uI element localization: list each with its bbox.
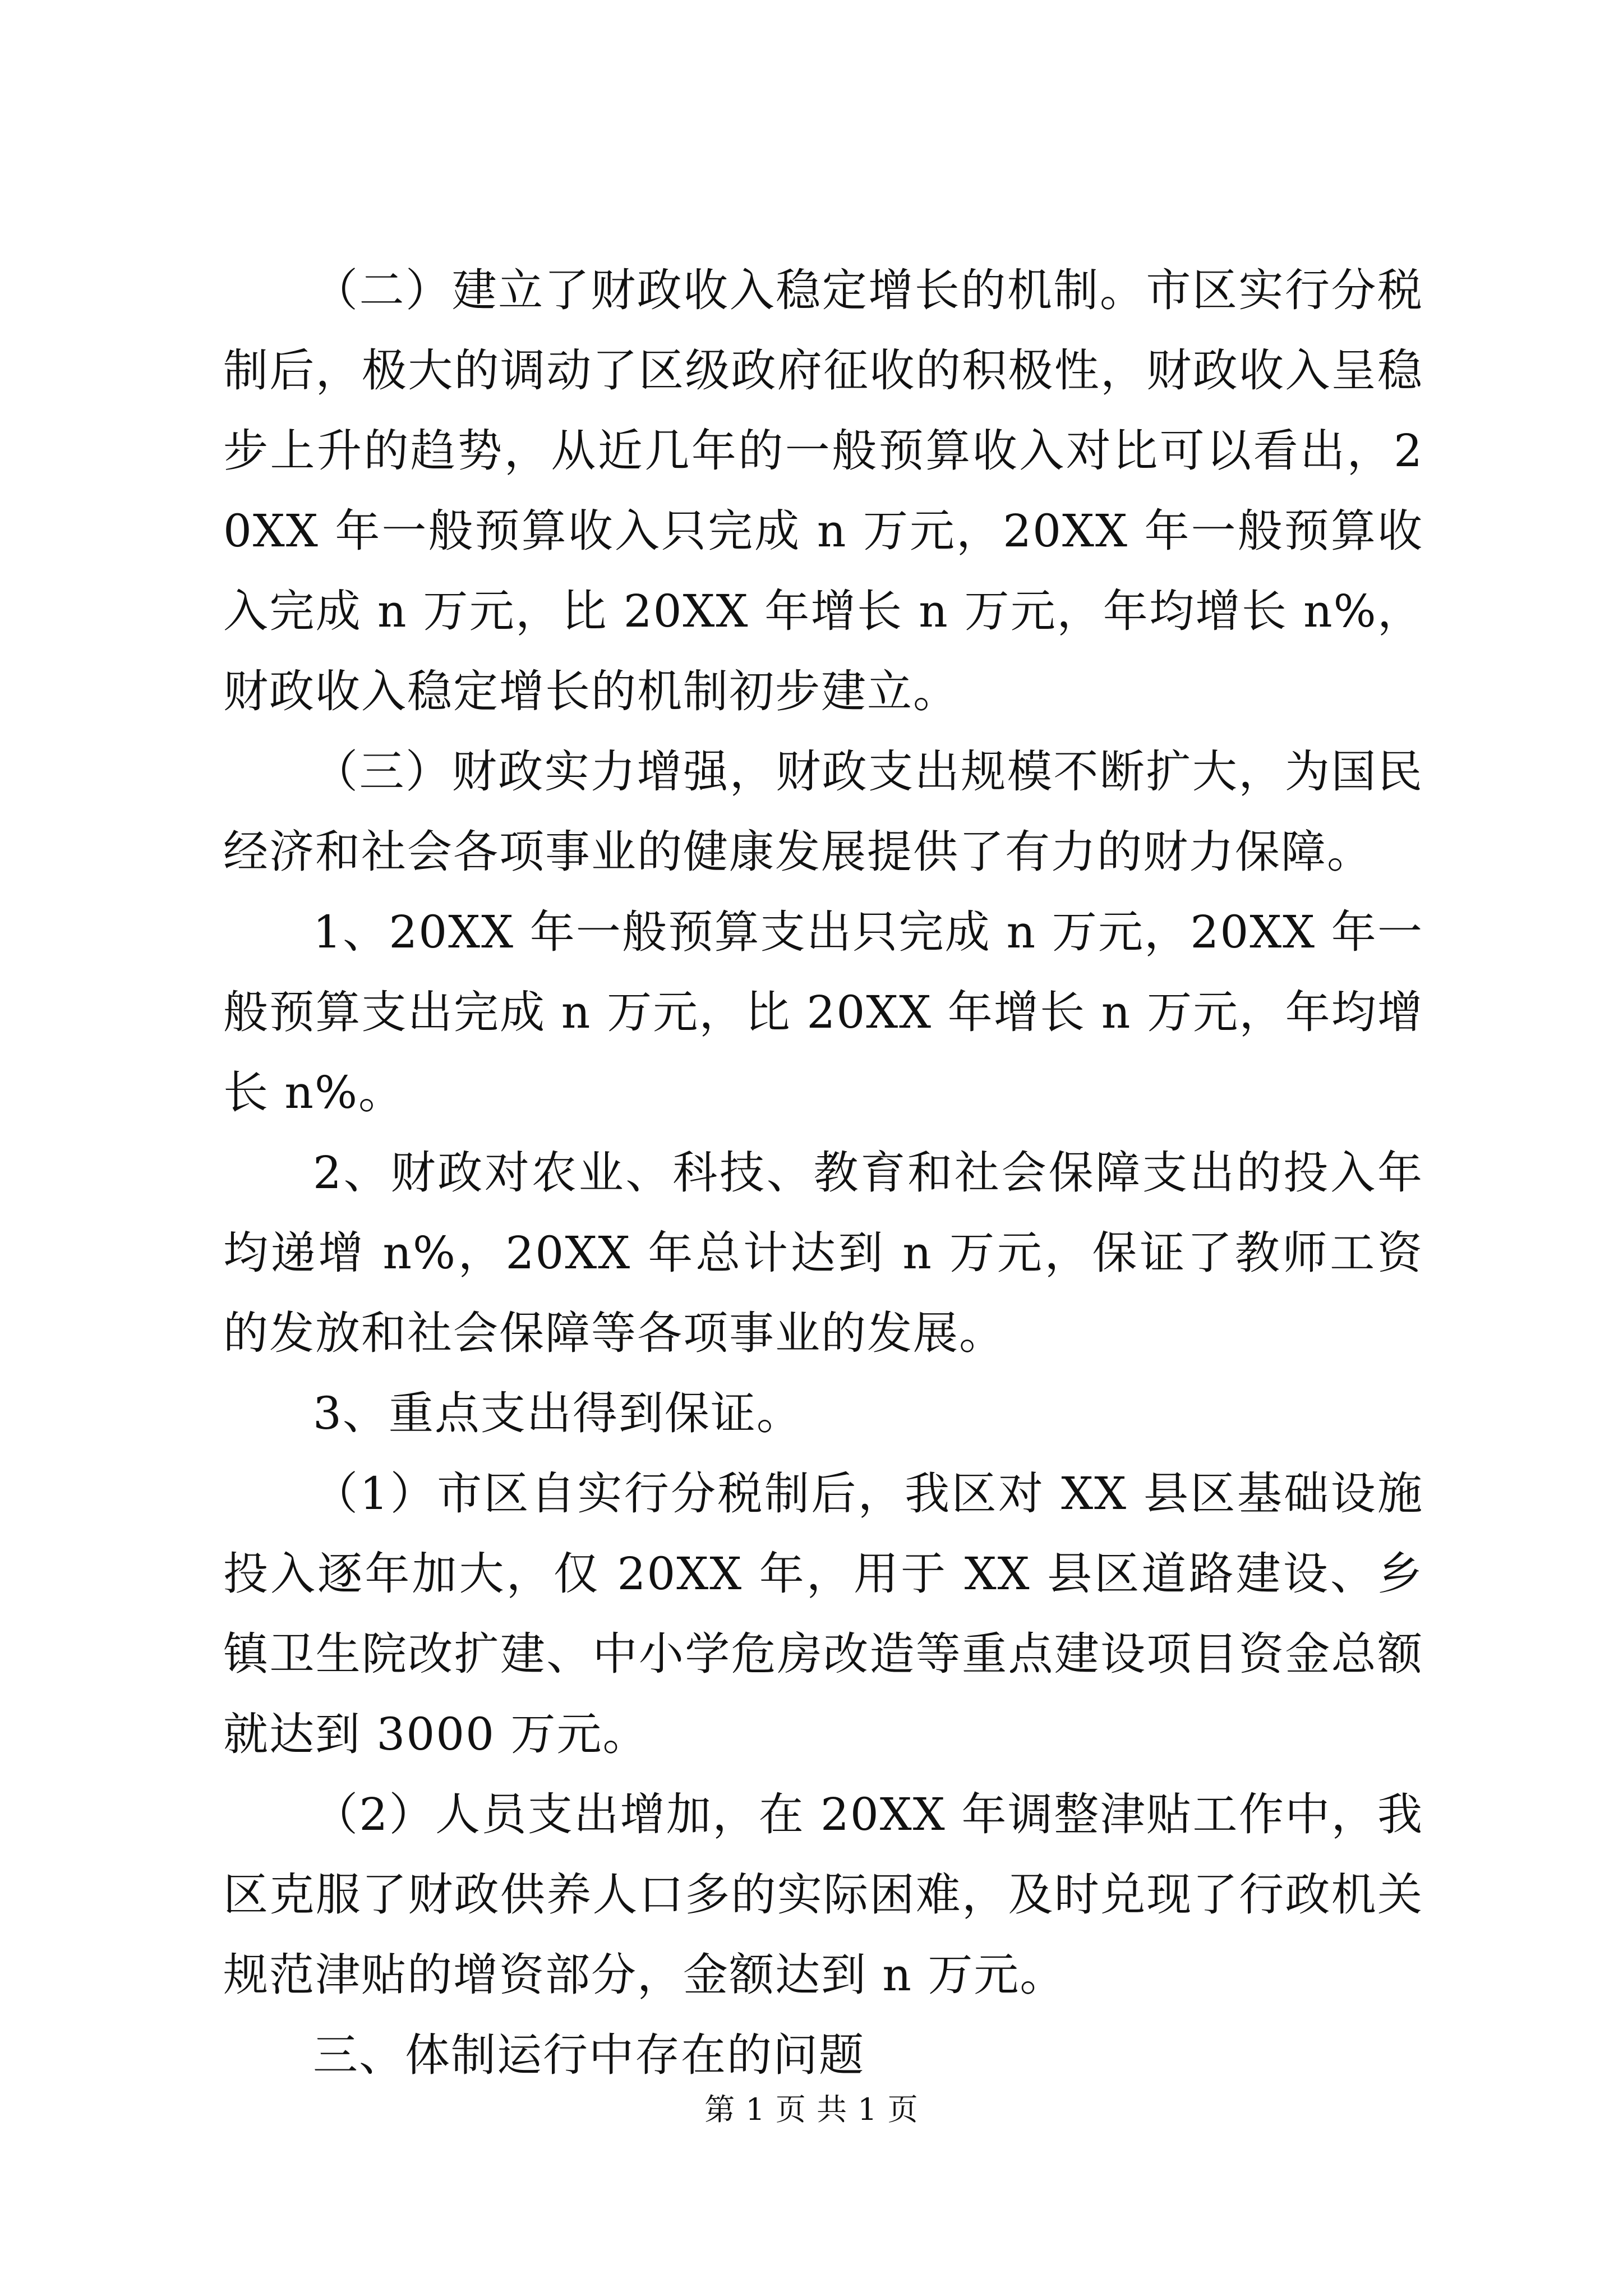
page-footer: 第 1 页 共 1 页 [704, 2092, 919, 2127]
section-heading-problems: 三、体制运行中存在的问题 [313, 2029, 865, 2081]
paragraph-personnel: （2）人员支出增加，在 20XX 年调整津贴工作中，我区克服了财政供养人口多的实际困难，及时兑现了行政机关规范津贴的增资部分，金额达到 n 万元。 [223, 1788, 1423, 2001]
paragraph-fiscal-strength: （三）财政实力增强，财政支出规模不断扩大，为国民经济和社会各项事业的健康发展提供了有力的财力保障。 [223, 746, 1423, 878]
paragraph-key-expenditure: 3、重点支出得到保证。 [313, 1387, 803, 1439]
paragraph-expenditure-1: 1、20XX 年一般预算支出只完成 n 万元，20XX 年一般预算支出完成 n 万元，比 20XX 年增长 n 万元，年均增长 n%。 [223, 906, 1423, 1119]
paragraph-infrastructure: （1）市区自实行分税制后，我区对 XX 县区基础设施投入逐年加大，仅 20XX 年，用于 XX 县区道路建设、乡镇卫生院改扩建、中小学危房改造等重点建设项目资金总额就达到 3000 万元。 [223, 1467, 1423, 1760]
document-body [223, 250, 1423, 2095]
paragraph-expenditure-2: 2、财政对农业、科技、教育和社会保障支出的投入年均递增 n%，20XX 年总计达到 n 万元，保证了教师工资的发放和社会保障等各项事业的发展。 [223, 1147, 1423, 1359]
paragraph-revenue-mechanism: （二）建立了财政收入稳定增长的机制。市区实行分税制后，极大的调动了区级政府征收的积极性，财政收入呈稳步上升的趋势，从近几年的一般预算收入对比可以看出，20XX 年一般预算收入只完成 n 万元，20XX 年一般预算收入完成 n 万元，比 20XX 年增长 n 万元，年均增长 n%，财政收入稳定增长的机制初步建立。 [223, 264, 1423, 717]
